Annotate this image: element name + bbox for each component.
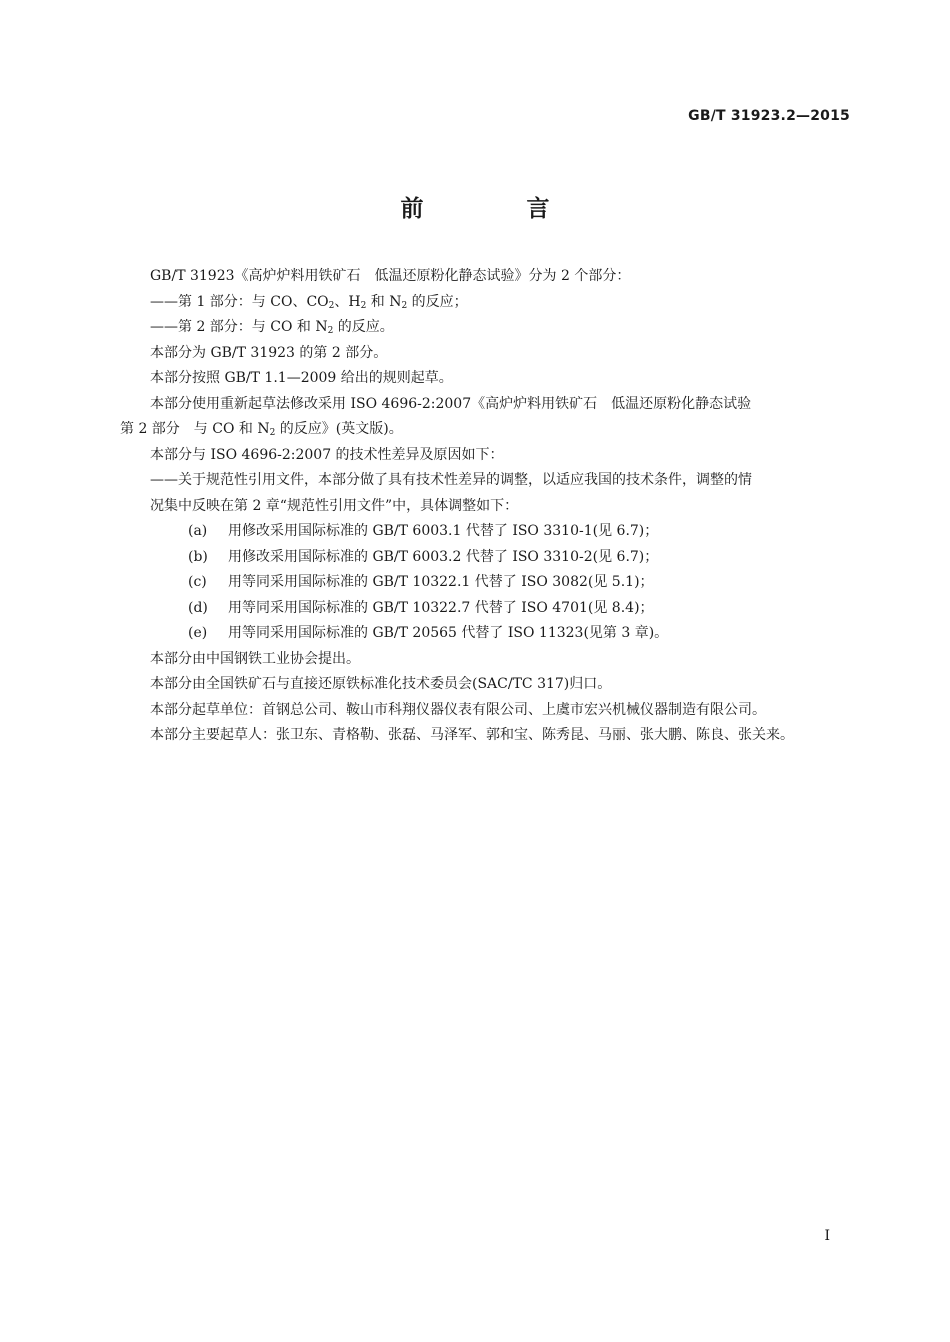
part1-text: 的反应； xyxy=(407,293,468,310)
list-item-label: (a) xyxy=(188,523,208,539)
standard-number: GB/T 31923.2—2015 xyxy=(688,108,850,124)
subscript: 2 xyxy=(360,300,367,311)
list-item xyxy=(120,621,860,647)
list-item-label: (b) xyxy=(188,548,208,565)
adoption-text: 第 2 部分 与 CO 和 N xyxy=(120,421,270,437)
part2-item xyxy=(120,315,860,341)
list-item xyxy=(120,596,860,622)
adoption-paragraph-line2 xyxy=(120,417,860,443)
part1-text: 、H xyxy=(334,293,361,310)
differences-paragraph: 本部分与 ISO 4696-2:2007 的技术性差异及原因如下： xyxy=(150,446,504,463)
list-item-text: 用等同采用国际标准的 GB/T 20565 代替了 ISO 11323(见第 3 章)。 xyxy=(228,625,669,641)
part1-text: ——第 1 部分：与 CO、CO xyxy=(150,293,329,310)
drafting-units-paragraph: 本部分起草单位：首钢总公司、鞍山市科翔仪器仪表有限公司、上虞市宏兴机械仪器制造有限公司。 xyxy=(150,701,766,718)
subscript: 2 xyxy=(328,300,335,311)
list-item-text: 用修改采用国际标准的 GB/T 6003.1 代替了 ISO 3310-1(见 6.7)； xyxy=(228,523,659,539)
list-item xyxy=(120,519,860,545)
subscript: 2 xyxy=(327,326,334,336)
drafting-rule-paragraph: 本部分按照 GB/T 1.1—2009 给出的规则起草。 xyxy=(150,370,453,386)
page-title: 前 言 xyxy=(400,196,590,222)
drafters-paragraph: 本部分主要起草人：张卫东、青格勒、张磊、马泽军、郭和宝、陈秀昆、马丽、张大鹏、陈良、张关来。 xyxy=(150,727,794,743)
list-item-label: (d) xyxy=(188,599,208,616)
this-part-paragraph: 本部分为 GB/T 31923 的第 2 部分。 xyxy=(150,344,388,361)
foreword-body xyxy=(120,264,860,749)
part1-item xyxy=(120,290,860,316)
list-item xyxy=(120,545,860,571)
list-item-label: (e) xyxy=(188,625,208,641)
subscript: 2 xyxy=(269,428,276,438)
jurisdiction-paragraph: 本部分由全国铁矿石与直接还原铁标准化技术委员会(SAC/TC 317)归口。 xyxy=(150,676,612,692)
list-item-text: 用等同采用国际标准的 GB/T 10322.7 代替了 ISO 4701(见 8.4)； xyxy=(228,599,654,616)
normative-paragraph-line2: 况集中反映在第 2 章“规范性引用文件”中，具体调整如下： xyxy=(150,497,519,514)
part2-text: ——第 2 部分：与 CO 和 N xyxy=(150,319,328,335)
adoption-text: 的反应》(英文版)。 xyxy=(275,421,403,437)
list-item-label: (c) xyxy=(188,574,207,590)
list-item xyxy=(120,570,860,596)
subscript: 2 xyxy=(401,300,408,311)
intro-paragraph: GB/T 31923《高炉炉料用铁矿石 低温还原粉化静态试验》分为 2 个部分： xyxy=(150,268,631,284)
list-item-text: 用修改采用国际标准的 GB/T 6003.2 代替了 ISO 3310-2(见 6.7)； xyxy=(228,548,659,565)
part2-text: 的反应。 xyxy=(333,319,394,335)
part1-text: 和 N xyxy=(366,293,402,310)
adoption-paragraph-line1: 本部分使用重新起草法修改采用 ISO 4696-2:2007《高炉炉料用铁矿石 低温还原粉化静态试验 xyxy=(150,395,752,412)
page-number: I xyxy=(824,1228,830,1244)
list-item-text: 用等同采用国际标准的 GB/T 10322.1 代替了 ISO 3082(见 5.1)； xyxy=(228,574,654,590)
normative-paragraph-line1: ——关于规范性引用文件，本部分做了具有技术性差异的调整，以适应我国的技术条件，调整的情 xyxy=(150,472,752,488)
proposed-by-paragraph: 本部分由中国钢铁工业协会提出。 xyxy=(150,650,360,667)
